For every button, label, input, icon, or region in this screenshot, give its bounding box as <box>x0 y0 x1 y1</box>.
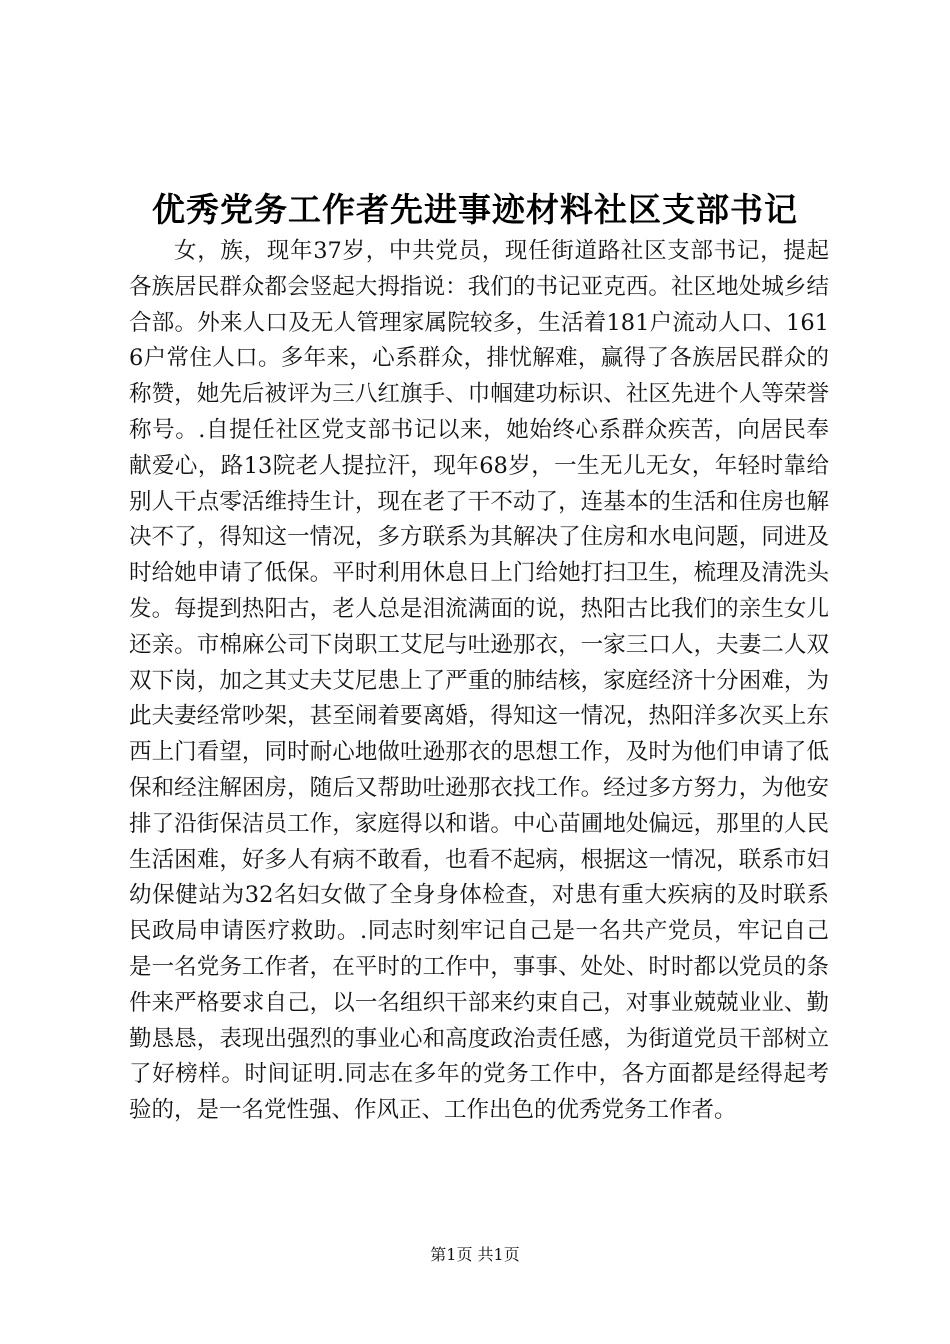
document-body <box>129 234 829 1129</box>
page-footer: 第1页 共1页 <box>430 1245 520 1264</box>
body-paragraph: 女，族，现年37岁，中共党员，现任街道路社区支部书记，提起各族居民群众都会竖起大拇指说：我们的书记亚克西。社区地处城乡结合部。外来人口及无人管理家属院较多，生活着181户流动人口、1616户常住人口。多年来，心系群众，排忧解难，赢得了各族居民群众的称赞，她先后被评为三八红旗手、巾帼建功标识、社区先进个人等荣誉称号。.自提任社区党支部书记以来，她始终心系群众疾苦，向居民奉献爱心，路13院老人提拉汗，现年68岁，一生无儿无女，年轻时靠给别人干点零活维持生计，现在老了干不动了，连基本的生活和住房也解决不了，得知这一情况，多方联系为其解决了住房和水电问题，同进及时给她申请了低保。平时利用休息日上门给她打扫卫生，梳理及清洗头发。每提到热阳古，老人总是泪流满面的说，热阳古比我们的亲生女儿还亲。市棉麻公司下岗职工艾尼与吐逊那衣，一家三口人，夫妻二人双双下岗，加之其丈夫艾尼患上了严重的肺结核，家庭经济十分困难，为此夫妻经常吵架，甚至闹着要离婚，得知这一情况，热阳洋多次买上东西上门看望，同时耐心地做吐逊那衣的思想工作，及时为他们申请了低保和经注解困房，随后又帮助吐逊那衣找工作。经过多方努力，为他安排了沿街保洁员工作，家庭得以和谐。中心苗圃地处偏远，那里的人民生活困难，好多人有病不敢看，也看不起病，根据这一情况，联系市妇幼保健站为32名妇女做了全身身体检查，对患有重大疾病的及时联系民政局申请医疗救助。.同志时刻牢记自己是一名共产党员，牢记自己是一名党务工作者，在平时的工作中，事事、处处、时时都以党员的条件来严格要求自己，以一名组织干部来约束自己，对事业兢兢业业、勤勤恳恳，表现出强烈的事业心和高度政治责任感，为街道党员干部树立了好榜样。时间证明.同志在多年的党务工作中，各方面都是经得起考验的，是一名党性强、作风正、工作出色的优秀党务工作者。 <box>129 238 829 1124</box>
document-title: 优秀党务工作者先进事迹材料社区支部书记 <box>152 190 798 229</box>
